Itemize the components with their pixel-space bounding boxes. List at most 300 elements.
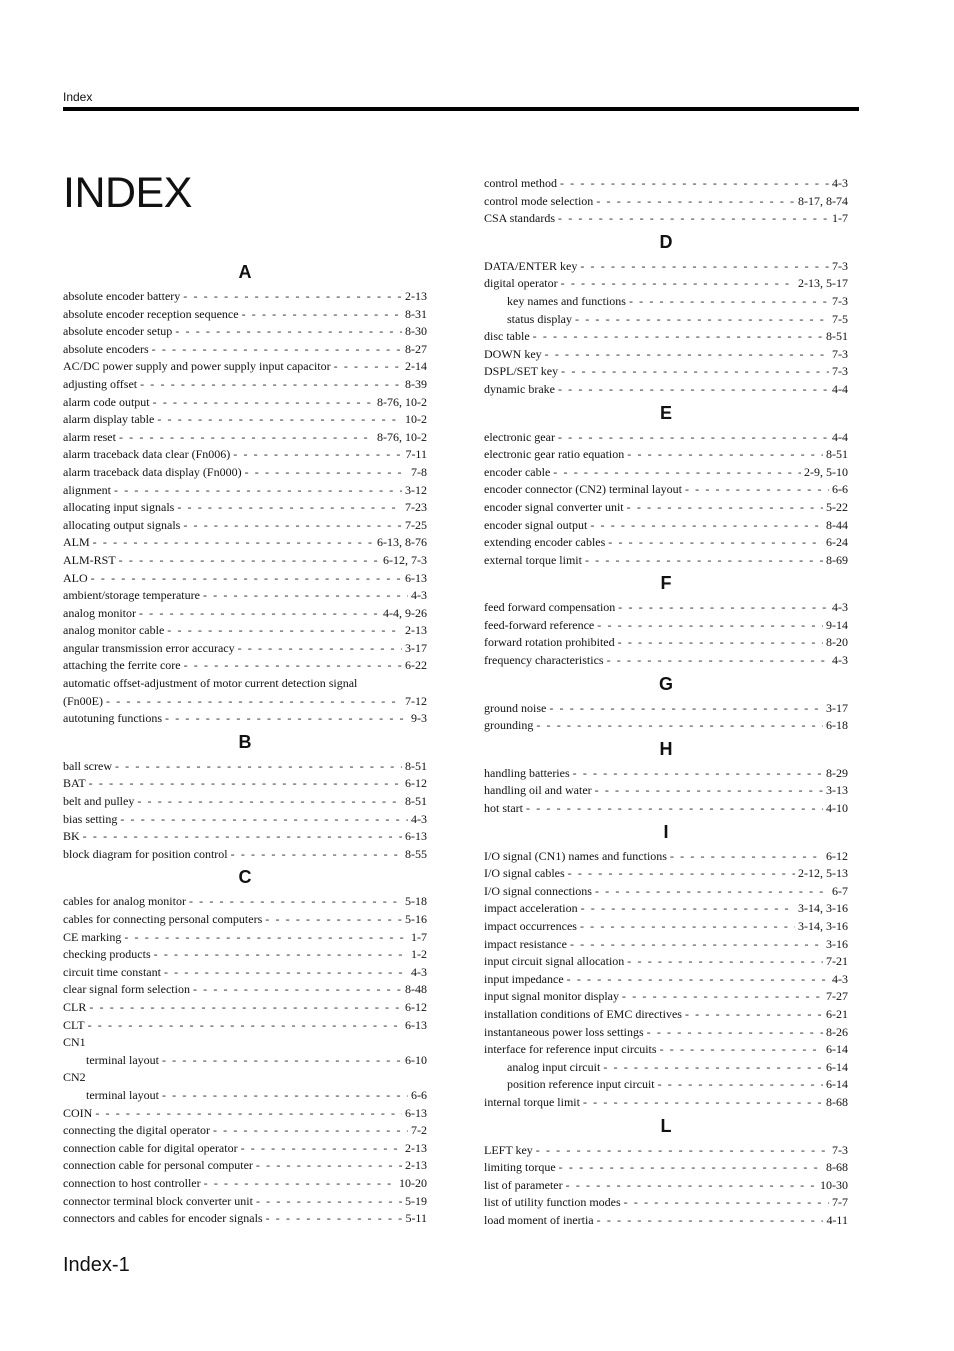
index-entry	[63, 570, 427, 588]
index-entry	[484, 936, 848, 954]
entry-term: load moment of inertia	[484, 1212, 594, 1227]
entry-page-ref: 10-30	[820, 1177, 848, 1192]
dot-leader	[193, 981, 402, 999]
dot-leader	[647, 1024, 823, 1042]
index-section	[484, 175, 848, 228]
index-entry	[63, 446, 427, 464]
index-entry	[63, 534, 427, 552]
index-entry	[63, 1175, 427, 1193]
entry-page-ref: 5-16	[405, 912, 427, 926]
entry-page-ref: 7-8	[411, 464, 427, 479]
entry-term: alarm traceback data clear (Fn006)	[63, 447, 231, 462]
entry-term: clear signal form selection	[63, 982, 190, 997]
entry-term: encoder cable	[484, 464, 551, 479]
index-entry	[63, 288, 427, 306]
entry-term: absolute encoder battery	[63, 289, 181, 303]
entry-page-ref: 7-3	[832, 346, 848, 361]
entry-term: checking products	[63, 947, 151, 962]
dot-leader	[597, 617, 823, 635]
dot-leader	[618, 634, 823, 652]
index-entry	[63, 1193, 427, 1211]
entry-page-ref: 8-68	[826, 1094, 848, 1109]
dot-leader	[91, 570, 402, 588]
entry-term: alarm display table	[63, 412, 155, 427]
entry-page-ref: 8-69	[826, 552, 848, 567]
entry-page-ref: 8-76, 10-2	[377, 394, 427, 409]
index-entry	[63, 411, 427, 429]
entry-page-ref: 3-17	[826, 700, 848, 715]
index-entry	[484, 848, 848, 866]
entry-term: cables for connecting personal computers	[63, 912, 263, 926]
entry-page-ref: 1-2	[411, 947, 427, 962]
entry-term: analog monitor cable	[63, 623, 165, 638]
entry-page-ref: 7-11	[405, 447, 427, 462]
entry-term: CE marking	[63, 929, 122, 944]
dot-leader	[627, 953, 823, 971]
index-entry	[63, 341, 427, 359]
entry-term: allocating input signals	[63, 500, 175, 515]
index-entry	[484, 1024, 848, 1042]
dot-leader	[213, 1122, 408, 1140]
entry-term: forward rotation prohibited	[484, 635, 615, 650]
index-entry	[484, 1142, 848, 1160]
dot-leader	[106, 693, 402, 711]
index-entry	[484, 175, 848, 193]
index-entry	[484, 346, 848, 364]
dot-leader	[660, 1041, 823, 1059]
entry-page-ref: 2-13	[405, 1158, 427, 1173]
entry-page-ref: 7-21	[826, 954, 848, 969]
entry-page-ref: 8-26	[826, 1024, 848, 1039]
section-letter: B	[238, 731, 252, 752]
entry-page-ref: 2-13	[405, 289, 427, 303]
entry-term: grounding	[484, 718, 534, 733]
entry-term: extending encoder cables	[484, 535, 606, 550]
entry-page-ref: 7-27	[826, 989, 848, 1004]
dot-leader	[175, 323, 402, 341]
dot-leader	[119, 552, 380, 570]
entry-page-ref: 2-13	[405, 623, 427, 638]
entry-term: connection cable for digital operator	[63, 1140, 238, 1155]
entry-page-ref: 8-68	[826, 1160, 848, 1175]
dot-leader	[266, 1210, 403, 1228]
dot-leader	[137, 793, 402, 811]
index-entry	[63, 622, 427, 640]
entry-page-ref: 3-12	[405, 482, 427, 497]
entry-page-ref: 9-3	[411, 711, 427, 726]
entry-page-ref: 4-4	[832, 429, 848, 444]
entry-page-ref: 2-13, 5-17	[798, 276, 848, 291]
dot-leader	[93, 534, 374, 552]
entry-term: input circuit signal allocation	[484, 954, 625, 969]
dot-leader	[580, 918, 795, 936]
entry-page-ref: 3-13	[826, 783, 848, 798]
entry-page-ref: 5-19	[405, 1193, 427, 1208]
section-letter: D	[659, 231, 673, 252]
index-subentry	[63, 1052, 427, 1070]
entry-term: (Fn00E)	[63, 693, 103, 708]
entry-term: connector terminal block converter unit	[63, 1193, 253, 1208]
dot-leader	[536, 1142, 829, 1160]
section-letter: G	[658, 673, 673, 694]
entry-term: frequency characteristics	[484, 653, 604, 668]
dot-leader	[559, 1159, 823, 1177]
entry-term: ALO	[63, 570, 88, 585]
index-entry	[484, 1177, 848, 1195]
dot-leader	[203, 587, 408, 605]
entry-term: limiting torque	[484, 1160, 556, 1175]
index-section	[484, 822, 848, 1112]
entry-page-ref: 4-4	[832, 381, 848, 396]
dot-leader	[242, 306, 402, 324]
section-letter: E	[659, 402, 672, 423]
entry-term: feed-forward reference	[484, 617, 595, 632]
dot-leader	[245, 464, 408, 482]
entry-term: encoder signal output	[484, 517, 588, 532]
entry-term: impact occurrences	[484, 919, 577, 933]
index-entry	[484, 499, 848, 517]
entry-term: allocating output signals	[63, 517, 181, 532]
entry-term: DATA/ENTER key	[484, 258, 578, 273]
index-entry	[63, 499, 427, 517]
index-entry	[484, 1212, 848, 1230]
entry-page-ref: 8-51	[405, 758, 427, 773]
dot-leader	[545, 346, 829, 364]
entry-page-ref: 4-3	[832, 971, 848, 986]
entry-page-ref: 8-48	[405, 982, 427, 997]
entry-page-ref: 8-51	[826, 447, 848, 462]
dot-leader	[536, 717, 823, 735]
entry-term: adjusting offset	[63, 376, 138, 391]
dot-leader	[566, 1177, 817, 1195]
dot-leader	[241, 1140, 402, 1158]
entry-term: disc table	[484, 329, 530, 344]
entry-term: absolute encoder reception sequence	[63, 306, 239, 321]
index-entry	[63, 1140, 427, 1158]
entry-term: ALM-RST	[63, 552, 116, 567]
index-subentry	[484, 311, 848, 329]
index-heading-entry: automatic offset-adjustment of motor current detection signal	[63, 676, 358, 691]
index-entry	[484, 429, 848, 447]
dot-leader	[618, 599, 829, 617]
dot-leader	[685, 1006, 823, 1024]
dot-leader	[629, 293, 829, 311]
entry-term: autotuning functions	[63, 711, 162, 726]
entry-page-ref: 6-18	[826, 718, 848, 733]
index-entry	[484, 865, 848, 883]
dot-leader	[89, 775, 402, 793]
entry-page-ref: 8-31	[405, 306, 427, 321]
dot-leader	[596, 193, 795, 211]
dot-leader	[189, 893, 402, 911]
dot-leader	[233, 446, 402, 464]
dot-leader	[567, 971, 829, 989]
entry-page-ref: 3-17	[405, 640, 427, 655]
index-entry	[63, 1017, 427, 1035]
index-entry	[63, 1157, 427, 1175]
index-entry	[63, 828, 427, 846]
entry-page-ref: 7-23	[405, 500, 427, 515]
entry-term: handling batteries	[484, 765, 570, 780]
entry-term: ambient/storage temperature	[63, 588, 200, 603]
entry-page-ref: 4-3	[832, 176, 848, 190]
dot-leader	[595, 883, 829, 901]
entry-page-ref: 7-25	[405, 517, 427, 532]
index-entry	[63, 911, 427, 929]
dot-leader	[152, 341, 402, 359]
entry-page-ref: 6-13	[405, 829, 427, 844]
dot-leader	[607, 652, 829, 670]
entry-page-ref: 6-6	[832, 482, 848, 497]
entry-page-ref: 8-29	[826, 765, 848, 780]
entry-page-ref: 6-13	[405, 1105, 427, 1120]
index-entry	[63, 552, 427, 570]
entry-page-ref: 2-13	[405, 1140, 427, 1155]
entry-term: ball screw	[63, 758, 112, 773]
index-column-left	[63, 258, 427, 1228]
dot-leader	[549, 700, 823, 718]
page-number: Index-1	[63, 1254, 130, 1276]
entry-term: CSA standards	[484, 211, 556, 226]
index-heading-entry: CN2	[63, 1070, 86, 1085]
dot-leader	[238, 640, 402, 658]
entry-page-ref: 7-7	[832, 1195, 848, 1210]
index-entry	[484, 765, 848, 783]
entry-page-ref: 6-24	[826, 535, 848, 550]
index-entry	[63, 306, 427, 324]
index-section	[63, 262, 427, 728]
dot-leader	[533, 328, 823, 346]
dot-leader	[558, 210, 829, 228]
index-subentry	[63, 1087, 427, 1105]
dot-leader	[608, 534, 823, 552]
index-column-right	[484, 175, 848, 1230]
entry-term: key names and functions	[507, 293, 626, 308]
index-entry	[63, 376, 427, 394]
index-entry	[63, 893, 427, 911]
dot-leader	[88, 1017, 402, 1035]
dot-leader	[627, 499, 823, 517]
entry-page-ref: 10-2	[405, 412, 427, 427]
section-letter: C	[238, 867, 252, 888]
header-rule	[63, 107, 859, 111]
index-entry	[484, 1194, 848, 1212]
dot-leader	[580, 258, 829, 276]
index-entry	[484, 446, 848, 464]
entry-page-ref: 4-3	[411, 964, 427, 979]
index-subentry	[484, 1076, 848, 1094]
dot-leader	[157, 411, 402, 429]
dot-leader	[165, 710, 408, 728]
dot-leader	[334, 358, 402, 376]
index-entry	[484, 464, 848, 482]
entry-page-ref: 6-13	[405, 570, 427, 585]
entry-term: internal torque limit	[484, 1094, 580, 1109]
entry-page-ref: 1-7	[832, 211, 848, 226]
dot-leader	[256, 1193, 402, 1211]
index-entry	[63, 775, 427, 793]
entry-term: BK	[63, 829, 80, 844]
index-entry	[63, 1105, 427, 1123]
entry-term: input signal monitor display	[484, 989, 619, 1004]
section-letter: F	[660, 573, 672, 594]
entry-term: DOWN key	[484, 346, 542, 361]
index-section	[484, 1116, 848, 1230]
dot-leader	[561, 363, 829, 381]
entry-term: connection cable for personal computer	[63, 1158, 253, 1173]
entry-page-ref: 4-3	[832, 600, 848, 615]
entry-term: connectors and cables for encoder signals	[63, 1211, 263, 1226]
entry-term: analog input circuit	[507, 1059, 601, 1074]
dot-leader	[553, 464, 801, 482]
entry-term: I/O signal cables	[484, 866, 565, 881]
dot-leader	[177, 499, 402, 517]
entry-page-ref: 6-14	[826, 1042, 848, 1057]
entry-page-ref: 8-27	[405, 341, 427, 356]
entry-page-ref: 7-3	[832, 364, 848, 379]
entry-page-ref: 6-14	[826, 1077, 848, 1092]
dot-leader	[204, 1175, 396, 1193]
entry-term: electronic gear	[484, 429, 555, 444]
entry-term: feed forward compensation	[484, 600, 616, 615]
index-entry	[63, 1122, 427, 1140]
entry-page-ref: 6-22	[405, 658, 427, 673]
entry-term: terminal layout	[86, 1087, 159, 1102]
entry-term: bias setting	[63, 811, 118, 826]
entry-page-ref: 8-76, 10-2	[377, 429, 427, 444]
dot-leader	[595, 782, 823, 800]
entry-term: impact acceleration	[484, 901, 578, 916]
index-entry	[484, 953, 848, 971]
dot-leader	[89, 999, 402, 1017]
index-entry	[63, 394, 427, 412]
dot-leader	[627, 446, 823, 464]
dot-leader	[83, 828, 402, 846]
index-entry	[484, 800, 848, 818]
dot-leader	[558, 381, 829, 399]
index-entry	[63, 929, 427, 947]
entry-page-ref: 8-30	[405, 324, 427, 339]
index-entry	[484, 971, 848, 989]
entry-page-ref: 7-3	[832, 1142, 848, 1157]
index-entry	[484, 193, 848, 211]
index-entry	[484, 481, 848, 499]
entry-page-ref: 10-20	[399, 1175, 427, 1190]
entry-page-ref: 2-12, 5-13	[798, 866, 848, 881]
entry-term: digital operator	[484, 276, 558, 291]
entry-term: external torque limit	[484, 552, 582, 567]
index-entry	[484, 634, 848, 652]
dot-leader	[139, 605, 380, 623]
entry-page-ref: 3-16	[826, 936, 848, 951]
entry-page-ref: 6-7	[832, 883, 848, 898]
index-entry	[484, 363, 848, 381]
entry-term: COIN	[63, 1105, 93, 1120]
entry-term: absolute encoder setup	[63, 324, 173, 339]
dot-leader	[570, 936, 823, 954]
dot-leader	[164, 964, 408, 982]
entry-term: installation conditions of EMC directives	[484, 1006, 682, 1021]
entry-page-ref: 8-17, 8-74	[798, 193, 848, 208]
entry-term: alarm code output	[63, 394, 150, 409]
dot-leader	[265, 911, 402, 929]
entry-term: cables for analog monitor	[63, 894, 186, 909]
entry-page-ref: 8-39	[405, 376, 427, 391]
index-entry	[484, 552, 848, 570]
page-title: INDEX	[63, 169, 192, 217]
dot-leader	[585, 552, 823, 570]
running-header: Index	[63, 90, 93, 104]
dot-leader	[183, 288, 402, 306]
index-entry	[63, 517, 427, 535]
index-entry	[484, 599, 848, 617]
dot-leader	[573, 765, 823, 783]
dot-leader	[561, 275, 795, 293]
index-section	[484, 403, 848, 570]
entry-term: attaching the ferrite core	[63, 658, 181, 673]
entry-term: I/O signal (CN1) names and functions	[484, 848, 667, 863]
dot-leader	[581, 900, 795, 918]
entry-term: list of utility function modes	[484, 1195, 621, 1210]
index-entry	[63, 482, 427, 500]
entry-term: LEFT key	[484, 1142, 533, 1157]
index-entry	[484, 883, 848, 901]
index-entry	[63, 358, 427, 376]
entry-page-ref: 6-14	[826, 1059, 848, 1074]
index-section	[484, 674, 848, 735]
entry-page-ref: 6-10	[405, 1052, 427, 1067]
section-letter: L	[660, 1115, 672, 1136]
index-entry	[484, 700, 848, 718]
index-entry	[63, 1210, 427, 1228]
dot-leader	[114, 482, 402, 500]
entry-page-ref: 8-20	[826, 635, 848, 650]
entry-term: position reference input circuit	[507, 1077, 655, 1092]
dot-leader	[558, 429, 829, 447]
dot-leader	[167, 622, 402, 640]
index-entry	[63, 693, 427, 711]
dot-leader	[162, 1087, 408, 1105]
entry-page-ref: 7-2	[411, 1123, 427, 1138]
entry-page-ref: 3-14, 3-16	[798, 919, 848, 933]
index-section	[484, 739, 848, 818]
index-entry	[63, 793, 427, 811]
entry-term: I/O signal connections	[484, 883, 592, 898]
entry-term: CLT	[63, 1017, 85, 1032]
index-entry	[484, 258, 848, 276]
entry-term: connecting the digital operator	[63, 1123, 210, 1138]
entry-page-ref: 6-12	[405, 776, 427, 791]
index-section	[484, 232, 848, 399]
dot-leader	[568, 865, 795, 883]
index-subentry	[484, 1059, 848, 1077]
index-section	[63, 732, 427, 864]
entry-term: alarm reset	[63, 429, 116, 444]
entry-page-ref: 4-10	[826, 801, 848, 816]
index-entry	[63, 464, 427, 482]
dot-leader	[124, 929, 408, 947]
entry-term: DSPL/SET key	[484, 364, 559, 379]
index-entry	[63, 758, 427, 776]
entry-page-ref: 7-12	[405, 693, 427, 708]
section-letter: A	[238, 262, 252, 282]
index-entry	[484, 900, 848, 918]
entry-page-ref: 8-55	[405, 846, 427, 861]
entry-page-ref: 7-5	[832, 311, 848, 326]
index-entry	[484, 782, 848, 800]
index-entry	[63, 640, 427, 658]
index-entry	[484, 617, 848, 635]
